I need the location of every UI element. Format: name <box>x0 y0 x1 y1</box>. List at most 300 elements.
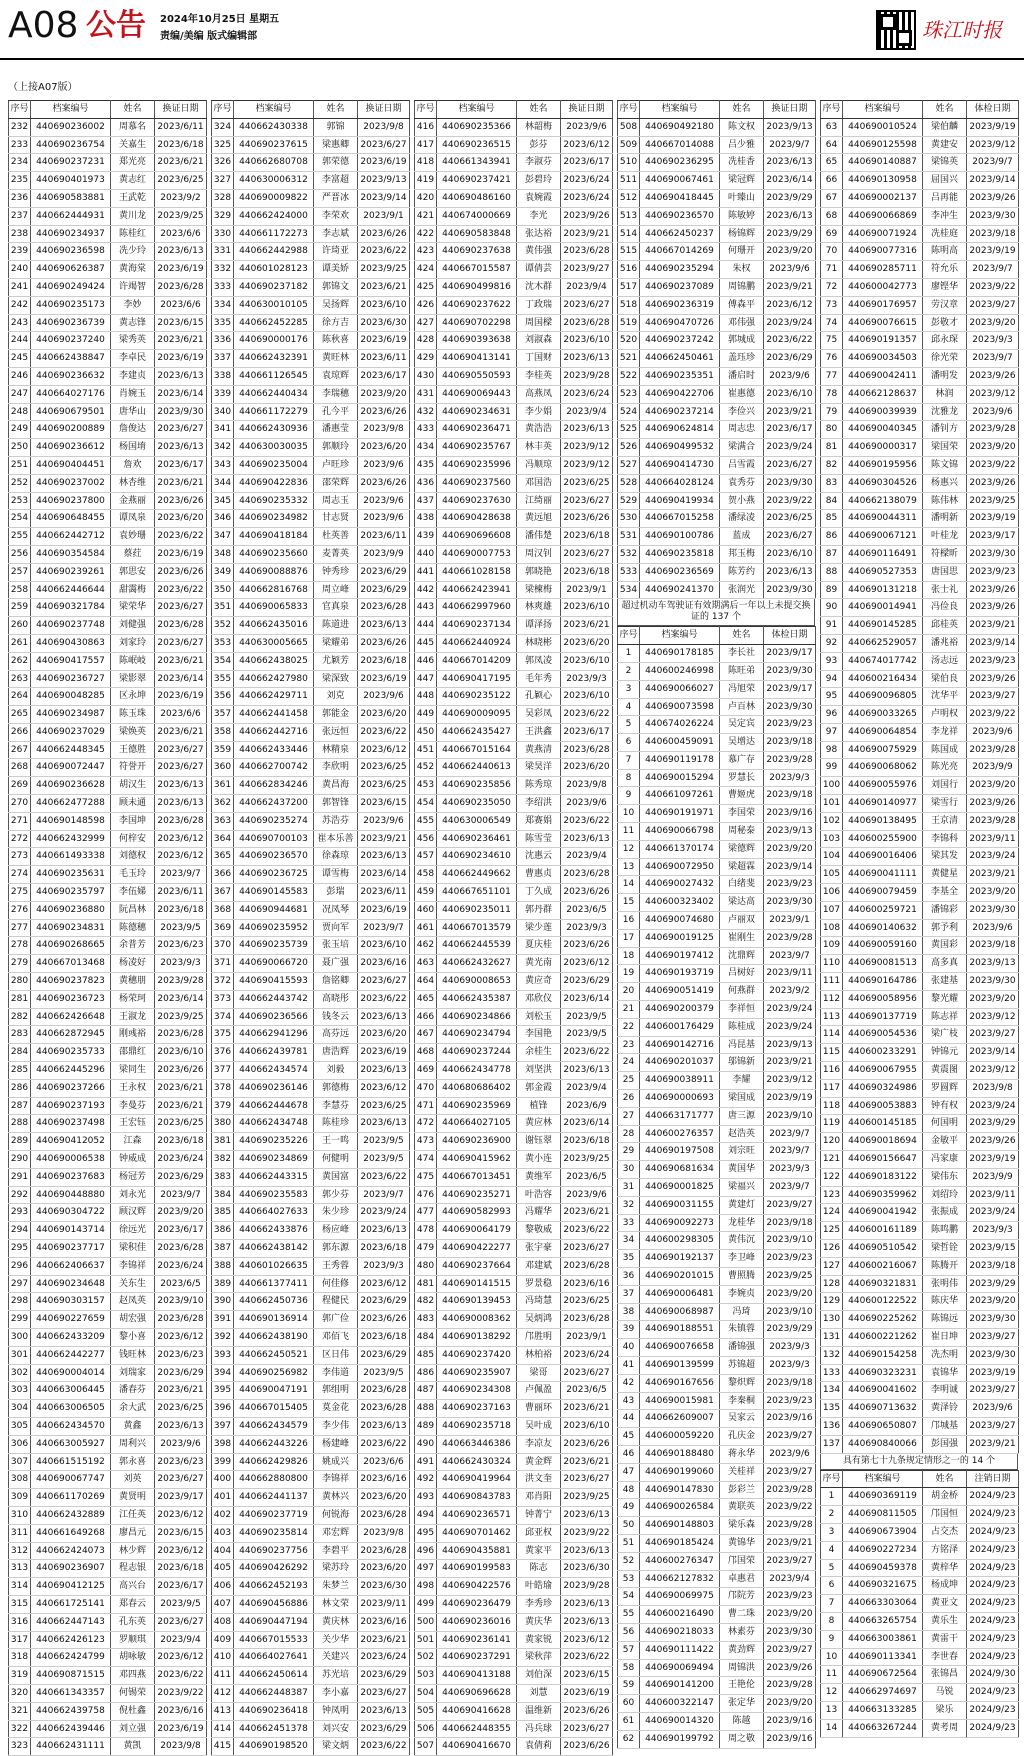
table-column-3 <box>414 100 613 1756</box>
row-date: 2023/6/20 <box>155 510 207 528</box>
row-date: 2023/6/10 <box>561 332 613 350</box>
row-file-number: 440690113341 <box>843 1648 923 1666</box>
row-name: 谢钰翠 <box>517 1133 561 1151</box>
table-row <box>415 1204 613 1222</box>
row-file-number: 440690000176 <box>234 332 314 350</box>
row-date: 2023/9/27 <box>967 1382 1019 1400</box>
row-file-number: 440662446644 <box>31 581 111 599</box>
row-serial: 498 <box>415 1578 437 1596</box>
row-date: 2023/6/10 <box>561 688 613 706</box>
row-file-number: 440667014209 <box>437 652 517 670</box>
row-name: 朱少珍 <box>314 1204 358 1222</box>
table-row <box>618 136 816 154</box>
row-date: 2023/6/17 <box>764 421 816 439</box>
table-row <box>212 528 410 546</box>
table-row <box>618 1001 816 1019</box>
row-date: 2023/9/20 <box>967 884 1019 902</box>
row-file-number: 440662440924 <box>437 634 517 652</box>
row-date: 2023/6/13 <box>358 1417 410 1435</box>
row-serial: 48 <box>618 1481 640 1499</box>
row-date: 2023/9/21 <box>764 403 816 421</box>
table-row <box>821 367 1019 385</box>
row-date: 2023/6/22 <box>561 706 613 724</box>
row-serial: 5 <box>618 716 640 734</box>
row-serial: 283 <box>9 1026 31 1044</box>
table-row <box>212 296 410 314</box>
row-date: 2023/9/3 <box>764 1339 816 1357</box>
row-name: 梁国荣 <box>923 439 967 457</box>
row-serial: 299 <box>9 1311 31 1329</box>
table-row <box>821 136 1019 154</box>
table-row <box>415 1257 613 1275</box>
column-header: 换证日期 <box>764 101 816 119</box>
row-file-number: 440690236727 <box>31 670 111 688</box>
row-file-number: 440662430338 <box>234 118 314 136</box>
row-name: 梁惠卿 <box>314 136 358 154</box>
row-file-number: 440662429826 <box>234 1453 314 1471</box>
row-file-number: 440690148803 <box>640 1517 720 1535</box>
table-row <box>9 474 207 492</box>
row-serial: 25 <box>618 1072 640 1090</box>
row-date: 2023/9/29 <box>967 1275 1019 1293</box>
row-serial: 34 <box>618 1232 640 1250</box>
row-file-number: 440690004014 <box>31 1364 111 1382</box>
row-serial: 330 <box>212 225 234 243</box>
table-row <box>212 118 410 136</box>
table-row <box>821 492 1019 510</box>
row-date: 2023/9/24 <box>358 1204 410 1222</box>
row-name: 屈国兴 <box>923 172 967 190</box>
row-serial: 434 <box>415 439 437 457</box>
row-file-number: 440661028158 <box>437 563 517 581</box>
row-serial: 462 <box>415 937 437 955</box>
row-serial: 110 <box>821 955 843 973</box>
row-name: 何锐海 <box>314 1506 358 1524</box>
row-date: 2024/9/23 <box>967 1701 1019 1719</box>
row-name: 傅森平 <box>720 296 764 314</box>
row-serial: 486 <box>415 1364 437 1382</box>
column-header: 体检日期 <box>967 101 1019 119</box>
table-row <box>212 759 410 777</box>
row-serial: 393 <box>212 1346 234 1364</box>
table-row <box>821 830 1019 848</box>
row-name: 梁苏玲 <box>314 1560 358 1578</box>
table-row <box>618 510 816 528</box>
row-date: 2023/9/25 <box>155 1008 207 1026</box>
row-serial: 45 <box>618 1428 640 1446</box>
row-date: 2023/6/5 <box>561 901 613 919</box>
row-name: 谭美娇 <box>314 261 358 279</box>
row-file-number: 440690188480 <box>640 1445 720 1463</box>
row-file-number: 440690058956 <box>843 990 923 1008</box>
table-row <box>9 261 207 279</box>
row-file-number: 440690235767 <box>437 439 517 457</box>
table-row <box>212 545 410 563</box>
row-name: 卢百林 <box>720 698 764 716</box>
table-row <box>415 1275 613 1293</box>
row-file-number: 440667013451 <box>437 1168 517 1186</box>
table-row <box>618 243 816 261</box>
row-date: 2023/9/28 <box>764 1517 816 1535</box>
row-name: 邓国浩 <box>517 474 561 492</box>
table-row <box>415 866 613 884</box>
row-date: 2023/6/12 <box>358 741 410 759</box>
table-row <box>9 1186 207 1204</box>
row-name: 况凤琴 <box>314 901 358 919</box>
table-row <box>9 599 207 617</box>
row-file-number: 440690235004 <box>234 456 314 474</box>
row-serial: 336 <box>212 332 234 350</box>
row-serial: 249 <box>9 421 31 439</box>
row-file-number: 440690237630 <box>437 492 517 510</box>
row-name: 吴叶成 <box>517 1417 561 1435</box>
row-date: 2023/6/17 <box>155 1578 207 1596</box>
row-file-number: 440690201015 <box>640 1268 720 1286</box>
row-serial: 101 <box>821 795 843 813</box>
row-file-number: 440690140632 <box>843 919 923 937</box>
row-name: 张宇豪 <box>517 1240 561 1258</box>
row-date: 2023/9/24 <box>764 314 816 332</box>
row-serial: 30 <box>618 1161 640 1179</box>
row-file-number: 440690236628 <box>31 777 111 795</box>
row-date: 2024/9/23 <box>967 1612 1019 1630</box>
row-date: 2023/6/18 <box>561 563 613 581</box>
table-row <box>212 1079 410 1097</box>
row-date: 2023/6/26 <box>358 474 410 492</box>
row-file-number: 440690069443 <box>437 385 517 403</box>
row-name: 邬锦新 <box>720 1054 764 1072</box>
row-serial: 264 <box>9 688 31 706</box>
row-name: 罗顺琪 <box>111 1631 155 1649</box>
row-date: 2023/6/29 <box>358 563 410 581</box>
table-row <box>415 1133 613 1151</box>
row-serial: 401 <box>212 1489 234 1507</box>
row-name: 梁影翠 <box>111 670 155 688</box>
row-file-number: 440690871515 <box>31 1667 111 1685</box>
row-file-number: 440690237242 <box>640 332 720 350</box>
row-file-number: 440690422277 <box>437 1240 517 1258</box>
table-row <box>9 118 207 136</box>
table-row <box>9 1667 207 1685</box>
row-serial: 444 <box>415 617 437 635</box>
row-name: 甜霭梅 <box>111 581 155 599</box>
row-file-number: 440690237002 <box>31 474 111 492</box>
row-date: 2023/9/26 <box>967 599 1019 617</box>
row-serial: 74 <box>821 314 843 332</box>
row-file-number: 440690140887 <box>843 154 923 172</box>
row-file-number: 440690008653 <box>437 973 517 991</box>
row-file-number: 440690040345 <box>843 421 923 439</box>
row-date: 2023/9/10 <box>155 1293 207 1311</box>
row-serial: 510 <box>618 154 640 172</box>
row-file-number: 440662127832 <box>640 1570 720 1588</box>
column-header: 序号 <box>618 627 640 645</box>
table-row <box>821 973 1019 991</box>
row-file-number: 440662880800 <box>234 1471 314 1489</box>
table-row <box>212 652 410 670</box>
row-date: 2023/9/1 <box>561 1328 613 1346</box>
row-file-number: 440690072950 <box>640 858 720 876</box>
row-name: 何梓安 <box>111 830 155 848</box>
row-serial: 327 <box>212 172 234 190</box>
row-file-number: 440690237420 <box>437 1346 517 1364</box>
row-name: 冼少玲 <box>111 243 155 261</box>
row-serial: 504 <box>415 1684 437 1702</box>
row-date: 2023/9/22 <box>764 1499 816 1517</box>
table-row <box>9 1008 207 1026</box>
row-serial: 531 <box>618 528 640 546</box>
table-row <box>415 528 613 546</box>
table-row <box>9 528 207 546</box>
table-row <box>9 421 207 439</box>
table-row <box>212 314 410 332</box>
row-file-number: 440690702298 <box>437 314 517 332</box>
row-file-number: 440662427980 <box>234 670 314 688</box>
table-row <box>618 1445 816 1463</box>
table-row <box>415 278 613 296</box>
row-file-number: 440690236418 <box>234 1702 314 1720</box>
row-serial: 507 <box>415 1738 437 1756</box>
row-name: 黄穗朋 <box>111 973 155 991</box>
row-serial: 246 <box>9 367 31 385</box>
table-row <box>618 1588 816 1606</box>
table-row <box>821 1417 1019 1435</box>
row-file-number: 440690139599 <box>640 1356 720 1374</box>
row-file-number: 440690068062 <box>843 759 923 777</box>
row-date: 2023/6/13 <box>561 350 613 368</box>
table-row <box>821 919 1019 937</box>
row-name: 何燕群 <box>720 983 764 1001</box>
row-file-number: 440690359962 <box>843 1186 923 1204</box>
row-name: 袁倩莉 <box>517 1738 561 1756</box>
row-serial: 432 <box>415 403 437 421</box>
row-name: 占交杰 <box>923 1523 967 1541</box>
row-date: 2023/9/4 <box>561 403 613 421</box>
row-date: 2023/6/29 <box>155 1364 207 1382</box>
table-row <box>415 225 613 243</box>
row-name: 聂广强 <box>314 955 358 973</box>
row-serial: 439 <box>415 528 437 546</box>
table-row <box>212 1186 410 1204</box>
row-serial: 260 <box>9 617 31 635</box>
row-serial: 50 <box>618 1517 640 1535</box>
row-file-number: 440662438025 <box>234 652 314 670</box>
table-row <box>618 840 816 858</box>
row-date: 2023/6/27 <box>155 1471 207 1489</box>
row-serial: 453 <box>415 777 437 795</box>
table-row <box>618 769 816 787</box>
row-name: 崔日坤 <box>923 1328 967 1346</box>
row-name: 李卫峰 <box>720 1250 764 1268</box>
row-date: 2023/9/24 <box>764 1018 816 1036</box>
row-file-number: 440690051419 <box>640 983 720 1001</box>
row-date: 2023/9/28 <box>764 1677 816 1695</box>
table-row <box>821 1541 1019 1559</box>
row-file-number: 440667013579 <box>437 919 517 937</box>
row-name: 李国艳 <box>517 1026 561 1044</box>
row-serial: 47 <box>618 1463 640 1481</box>
row-file-number: 440630006312 <box>234 172 314 190</box>
row-date: 2023/6/24 <box>155 1151 207 1169</box>
table-row <box>9 1578 207 1596</box>
row-name: 彭敬才 <box>923 314 967 332</box>
row-serial: 345 <box>212 492 234 510</box>
row-serial: 52 <box>618 1552 640 1570</box>
row-file-number: 440690422836 <box>234 474 314 492</box>
row-name: 杨成坤 <box>923 1577 967 1595</box>
row-serial: 525 <box>618 421 640 439</box>
row-date: 2023/6/18 <box>358 1240 410 1258</box>
table-row <box>821 1097 1019 1115</box>
row-serial: 474 <box>415 1151 437 1169</box>
row-file-number: 440690234308 <box>437 1382 517 1400</box>
table-row <box>821 1311 1019 1329</box>
row-name: 黎敬威 <box>517 1222 561 1240</box>
row-serial: 105 <box>821 866 843 884</box>
row-name: 王武乾 <box>111 189 155 207</box>
row-date: 2024/9/23 <box>967 1595 1019 1613</box>
row-serial: 416 <box>415 118 437 136</box>
row-date: 2023/9/20 <box>967 314 1019 332</box>
row-date: 2023/9/26 <box>967 795 1019 813</box>
row-file-number: 440690079459 <box>843 884 923 902</box>
row-date: 2023/9/28 <box>967 421 1019 439</box>
row-name: 杨惠兴 <box>923 474 967 492</box>
row-name: 林韶梅 <box>517 118 561 136</box>
table-row <box>618 1054 816 1072</box>
row-file-number: 440690401973 <box>31 172 111 190</box>
table-row <box>9 172 207 190</box>
row-file-number: 440690393638 <box>437 332 517 350</box>
row-serial: 27 <box>618 1107 640 1125</box>
row-serial: 526 <box>618 439 640 457</box>
row-date: 2023/9/27 <box>764 1552 816 1570</box>
row-name: 梁深致 <box>314 670 358 688</box>
row-serial: 332 <box>212 261 234 279</box>
row-serial: 512 <box>618 189 640 207</box>
row-name: 邓宏辉 <box>314 1524 358 1542</box>
row-date: 2023/6/18 <box>561 1133 613 1151</box>
row-name: 邓建斌 <box>517 1257 561 1275</box>
row-name: 植锋 <box>517 1097 561 1115</box>
row-name: 区日伟 <box>314 1346 358 1364</box>
row-date: 2024/9/23 <box>967 1559 1019 1577</box>
row-name: 黄锦华 <box>720 1534 764 1552</box>
row-serial: 125 <box>821 1222 843 1240</box>
row-date: 2023/9/1 <box>561 581 613 599</box>
row-name: 詹俊达 <box>111 421 155 439</box>
row-name: 李秀珍 <box>517 1595 561 1613</box>
row-name: 刘慧 <box>517 1684 561 1702</box>
table-row <box>415 189 613 207</box>
row-file-number: 440690430863 <box>31 634 111 652</box>
row-file-number: 440663303064 <box>843 1595 923 1613</box>
row-date: 2023/9/4 <box>561 848 613 866</box>
row-date: 2023/9/18 <box>764 1374 816 1392</box>
row-date: 2023/6/22 <box>561 1222 613 1240</box>
row-file-number: 440690237244 <box>437 1044 517 1062</box>
row-serial: 342 <box>212 439 234 457</box>
row-file-number: 440690067121 <box>843 528 923 546</box>
table-row <box>415 1560 613 1578</box>
row-name: 李世春 <box>923 1648 967 1666</box>
row-serial: 56 <box>618 1623 640 1641</box>
row-file-number: 440690324986 <box>843 1079 923 1097</box>
column-header: 换证日期 <box>358 101 410 119</box>
table-row <box>9 1631 207 1649</box>
row-file-number: 440690811505 <box>843 1506 923 1524</box>
table-row <box>9 456 207 474</box>
row-name: 盖珏珍 <box>720 350 764 368</box>
row-date: 2023/9/12 <box>561 439 613 457</box>
row-name: 叶浩容 <box>517 1186 561 1204</box>
row-name: 朱镇蓉 <box>720 1321 764 1339</box>
row-name: 王秀蓉 <box>314 1257 358 1275</box>
row-file-number: 440690227234 <box>843 1541 923 1559</box>
table-row <box>212 1649 410 1667</box>
row-file-number: 440690092273 <box>640 1214 720 1232</box>
row-file-number: 440690193719 <box>640 965 720 983</box>
row-date: 2023/6/26 <box>561 1738 613 1756</box>
row-file-number: 440690413188 <box>437 1667 517 1685</box>
row-name: 黄考周 <box>923 1719 967 1737</box>
row-serial: 10 <box>821 1648 843 1666</box>
row-date: 2023/6/30 <box>358 314 410 332</box>
row-date: 2023/6/10 <box>561 1417 613 1435</box>
row-serial: 10 <box>618 805 640 823</box>
row-date: 2023/6/21 <box>561 1453 613 1471</box>
row-file-number: 440690059160 <box>843 937 923 955</box>
row-name: 黄应奇 <box>517 973 561 991</box>
table-row <box>618 1214 816 1232</box>
row-serial: 8 <box>821 1612 843 1630</box>
table-row <box>9 492 207 510</box>
row-name: 吴增达 <box>720 734 764 752</box>
row-date: 2023/6/22 <box>764 332 816 350</box>
row-serial: 123 <box>821 1186 843 1204</box>
row-date: 2023/9/20 <box>764 1285 816 1303</box>
row-date: 2023/6/19 <box>155 350 207 368</box>
table-row <box>9 812 207 830</box>
row-file-number: 440662448355 <box>437 1720 517 1738</box>
row-file-number: 440690236141 <box>437 1631 517 1649</box>
column-header: 姓名 <box>923 101 967 119</box>
row-file-number: 440690235122 <box>437 688 517 706</box>
row-serial: 128 <box>821 1275 843 1293</box>
table-row <box>821 1648 1019 1666</box>
row-date: 2023/6/27 <box>561 296 613 314</box>
table-row <box>821 1346 1019 1364</box>
table-row <box>212 990 410 1008</box>
row-file-number: 440664027105 <box>437 1115 517 1133</box>
row-serial: 405 <box>212 1560 234 1578</box>
row-file-number: 440662447143 <box>31 1613 111 1631</box>
row-date: 2023/9/22 <box>155 1684 207 1702</box>
row-name: 黄雷干 <box>923 1630 967 1648</box>
table-row <box>618 278 816 296</box>
row-date: 2023/6/28 <box>561 1257 613 1275</box>
row-date: 2023/9/25 <box>155 207 207 225</box>
row-date: 2023/9/3 <box>967 332 1019 350</box>
row-file-number: 440690237163 <box>437 1400 517 1418</box>
row-file-number: 440690447194 <box>234 1613 314 1631</box>
row-name: 郭能金 <box>314 706 358 724</box>
row-name: 钟秀珍 <box>314 563 358 581</box>
row-serial: 452 <box>415 759 437 777</box>
table-row <box>821 1026 1019 1044</box>
row-name: 关少华 <box>314 1631 358 1649</box>
row-name: 丁久成 <box>517 884 561 902</box>
